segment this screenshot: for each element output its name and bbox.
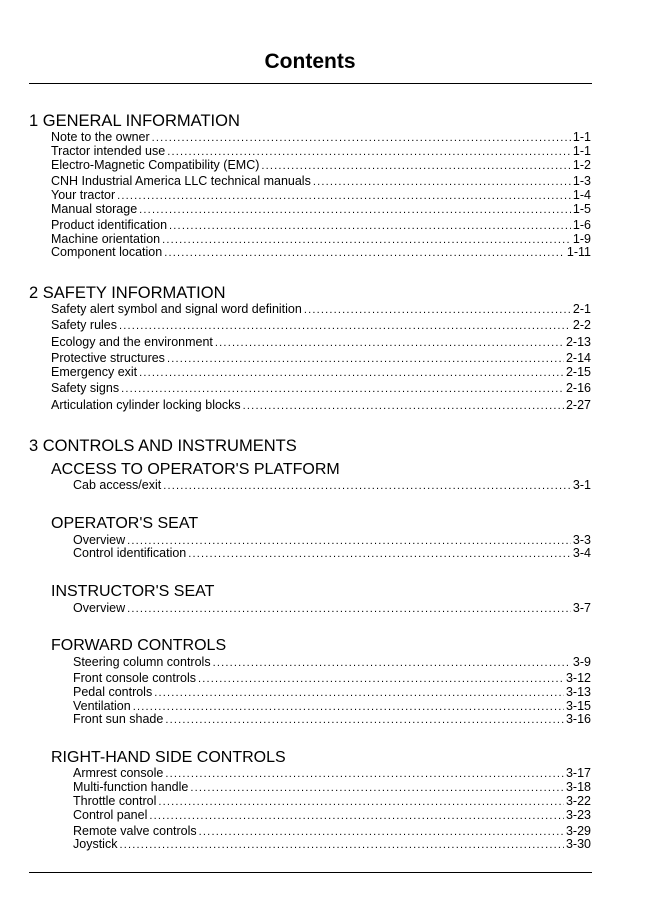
toc-entry[interactable] bbox=[73, 766, 591, 780]
dot-leader bbox=[163, 479, 571, 493]
subsection-heading: RIGHT-HAND SIDE CONTROLS bbox=[51, 749, 286, 766]
toc-entry[interactable] bbox=[73, 601, 591, 615]
toc-entry-label: Pedal controls bbox=[73, 685, 153, 699]
toc-entry[interactable] bbox=[51, 158, 591, 172]
toc-entry-label: Emergency exit bbox=[51, 365, 138, 379]
toc-entry-page: 2-2 bbox=[572, 318, 591, 332]
dot-leader bbox=[213, 656, 571, 670]
dot-leader bbox=[167, 352, 564, 366]
toc-entry[interactable] bbox=[51, 335, 591, 349]
toc-entry-label: Protective structures bbox=[51, 351, 165, 365]
toc-entry[interactable] bbox=[73, 712, 591, 726]
toc-entry[interactable] bbox=[51, 302, 591, 316]
dot-leader bbox=[154, 686, 564, 700]
dot-leader bbox=[165, 713, 564, 727]
toc-entry-page: 1-11 bbox=[566, 245, 591, 259]
dot-leader bbox=[158, 795, 564, 809]
toc-entry-page: 3-1 bbox=[572, 478, 591, 492]
footer-divider bbox=[29, 872, 592, 873]
toc-entry-label: Ecology and the environment bbox=[51, 335, 213, 349]
toc-entry[interactable] bbox=[51, 398, 591, 412]
toc-entry-label: Overview bbox=[73, 601, 126, 615]
toc-entry[interactable] bbox=[73, 685, 591, 699]
toc-entry-page: 3-15 bbox=[565, 699, 591, 713]
toc-entry-label: Component location bbox=[51, 245, 163, 259]
dot-leader bbox=[119, 838, 564, 852]
toc-entry-label: Product identification bbox=[51, 218, 168, 232]
dot-leader bbox=[152, 131, 571, 145]
dot-leader bbox=[165, 767, 564, 781]
subsection-heading: OPERATOR'S SEAT bbox=[51, 515, 199, 532]
toc-entry[interactable] bbox=[73, 837, 591, 851]
toc-entry[interactable] bbox=[73, 546, 591, 560]
section-heading: 3 CONTROLS AND INSTRUMENTS bbox=[29, 437, 297, 455]
dot-leader bbox=[243, 399, 564, 413]
toc-entry-page: 1-3 bbox=[572, 174, 591, 188]
toc-entry[interactable] bbox=[51, 144, 591, 158]
toc-entry[interactable] bbox=[73, 478, 591, 492]
toc-entry-label: Multi-function handle bbox=[73, 780, 189, 794]
toc-entry-label: Safety signs bbox=[51, 381, 120, 395]
dot-leader bbox=[119, 319, 571, 333]
toc-entry[interactable] bbox=[51, 218, 591, 232]
page-title: Contents bbox=[264, 50, 356, 73]
toc-entry-page: 3-30 bbox=[565, 837, 591, 851]
toc-entry-label: Front sun shade bbox=[73, 712, 164, 726]
subsection-heading: ACCESS TO OPERATOR'S PLATFORM bbox=[51, 461, 340, 478]
toc-entry-page: 2-15 bbox=[565, 365, 591, 379]
toc-entry-page: 2-27 bbox=[565, 398, 591, 412]
toc-entry-label: Remote valve controls bbox=[73, 824, 197, 838]
toc-entry-page: 1-2 bbox=[572, 158, 591, 172]
toc-entry-label: Control identification bbox=[73, 546, 187, 560]
toc-entry[interactable] bbox=[73, 671, 591, 685]
dot-leader bbox=[261, 159, 571, 173]
header-divider bbox=[29, 83, 592, 84]
toc-entry-label: Machine orientation bbox=[51, 232, 161, 246]
toc-entry-label: Electro-Magnetic Compatibility (EMC) bbox=[51, 158, 260, 172]
toc-entry-page: 2-16 bbox=[565, 381, 591, 395]
toc-entry-page: 2-13 bbox=[565, 335, 591, 349]
dot-leader bbox=[190, 781, 564, 795]
toc-entry-page: 1-5 bbox=[572, 202, 591, 216]
dot-leader bbox=[139, 203, 571, 217]
toc-entry-label: CNH Industrial America LLC technical manuals bbox=[51, 174, 311, 188]
toc-entry[interactable] bbox=[73, 794, 591, 808]
toc-entry-page: 3-17 bbox=[565, 766, 591, 780]
toc-entry-label: Steering column controls bbox=[73, 655, 211, 669]
toc-entry-page: 3-9 bbox=[572, 655, 591, 669]
toc-entry-page: 2-14 bbox=[565, 351, 591, 365]
toc-entry-page: 3-12 bbox=[565, 671, 591, 685]
toc-entry-label: Articulation cylinder locking blocks bbox=[51, 398, 241, 412]
toc-entry-page: 3-23 bbox=[565, 808, 591, 822]
toc-entry-label: Front console controls bbox=[73, 671, 196, 685]
toc-entry-label: Cab access/exit bbox=[73, 478, 162, 492]
section-heading: 1 GENERAL INFORMATION bbox=[29, 112, 240, 130]
toc-entry-page: 1-4 bbox=[572, 188, 591, 202]
toc-entry-page: 3-13 bbox=[565, 685, 591, 699]
dot-leader bbox=[117, 189, 571, 203]
dot-leader bbox=[198, 672, 564, 686]
toc-entry-page: 3-29 bbox=[565, 824, 591, 838]
toc-entry[interactable] bbox=[51, 232, 591, 246]
toc-entry-label: Safety rules bbox=[51, 318, 118, 332]
dot-leader bbox=[164, 246, 565, 260]
toc-entry-label: Your tractor bbox=[51, 188, 116, 202]
toc-entry[interactable] bbox=[51, 245, 591, 259]
toc-entry[interactable] bbox=[73, 824, 591, 838]
toc-entry-label: Safety alert symbol and signal word definition bbox=[51, 302, 302, 316]
toc-entry-page: 3-4 bbox=[572, 546, 591, 560]
toc-entry-page: 3-7 bbox=[572, 601, 591, 615]
subsection-heading: FORWARD CONTROLS bbox=[51, 637, 227, 654]
toc-entry-page: 3-3 bbox=[572, 533, 591, 547]
toc-entry-label: Tractor intended use bbox=[51, 144, 166, 158]
toc-entry-page: 1-9 bbox=[572, 232, 591, 246]
toc-entry-page: 2-1 bbox=[572, 302, 591, 316]
toc-entry[interactable] bbox=[51, 188, 591, 202]
toc-entry-label: Overview bbox=[73, 533, 126, 547]
dot-leader bbox=[313, 175, 571, 189]
dot-leader bbox=[215, 336, 564, 350]
toc-entry-label: Armrest console bbox=[73, 766, 164, 780]
toc-entry[interactable] bbox=[51, 365, 591, 379]
dot-leader bbox=[167, 145, 571, 159]
toc-entry[interactable] bbox=[51, 130, 591, 144]
toc-entry-label: Throttle control bbox=[73, 794, 157, 808]
toc-entry[interactable] bbox=[73, 808, 591, 822]
toc-entry[interactable] bbox=[51, 351, 591, 365]
toc-entry-page: 3-22 bbox=[565, 794, 591, 808]
dot-leader bbox=[121, 382, 564, 396]
toc-entry-page: 3-18 bbox=[565, 780, 591, 794]
dot-leader bbox=[169, 219, 571, 233]
toc-entry[interactable] bbox=[73, 780, 591, 794]
toc-entry[interactable] bbox=[51, 381, 591, 395]
subsection-heading: INSTRUCTOR'S SEAT bbox=[51, 583, 215, 600]
dot-leader bbox=[304, 303, 571, 317]
toc-entry-label: Note to the owner bbox=[51, 130, 150, 144]
toc-entry-page: 1-1 bbox=[572, 130, 591, 144]
dot-leader bbox=[127, 602, 571, 616]
toc-entry[interactable] bbox=[51, 202, 591, 216]
toc-entry-label: Joystick bbox=[73, 837, 118, 851]
toc-entry-label: Control panel bbox=[73, 808, 148, 822]
dot-leader bbox=[139, 366, 564, 380]
toc-entry-page: 1-1 bbox=[572, 144, 591, 158]
toc-entry-label: Ventilation bbox=[73, 699, 131, 713]
toc-entry[interactable] bbox=[51, 318, 591, 332]
section-heading: 2 SAFETY INFORMATION bbox=[29, 284, 226, 302]
toc-entry-page: 3-16 bbox=[565, 712, 591, 726]
toc-entry[interactable] bbox=[51, 174, 591, 188]
toc-entry-page: 1-6 bbox=[572, 218, 591, 232]
toc-entry[interactable] bbox=[73, 655, 591, 669]
dot-leader bbox=[149, 809, 564, 823]
dot-leader bbox=[188, 547, 571, 561]
toc-entry[interactable] bbox=[73, 533, 591, 547]
toc-entry[interactable] bbox=[73, 699, 591, 713]
toc-entry-label: Manual storage bbox=[51, 202, 138, 216]
